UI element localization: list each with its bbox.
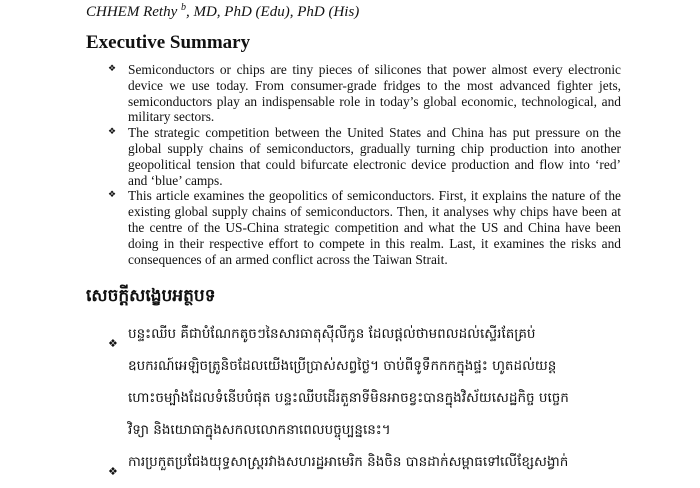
diamond-bullet-icon: ❖	[108, 337, 118, 350]
diamond-bullet-icon: ❖	[108, 465, 118, 478]
diamond-bullet-icon: ❖	[108, 190, 117, 201]
khmer-summary-heading: សេចក្តីសង្ខេបអត្ថបទ	[86, 286, 216, 306]
summary-item-text: Semiconductors or chips are tiny pieces of silicones that power almost every electronic device we use today. From consumer-grade fridges to the most advanced fighter jets, semiconductors play an indispensable role in today’s global economic, technological, and military sectors.	[128, 62, 621, 125]
executive-summary-list	[86, 62, 621, 267]
author-name: CHHEM Rethy	[86, 4, 178, 20]
khmer-text-line: វិទ្យា និងយោធាក្នុងសកលលោកនាពេលបច្ចុប្បន្ននេះ។	[128, 422, 391, 438]
khmer-text-line: បន្ទះឈីប គឺជាបំណែកតូចៗនៃសារធាតុស៊ីលីកូន ដែលផ្តល់ថាមពលដល់ស្ទើរតែគ្រប់	[128, 326, 536, 342]
diamond-bullet-icon: ❖	[108, 64, 117, 74]
diamond-bullet-icon: ❖	[108, 127, 117, 138]
summary-item-text: The strategic competition between the United States and China has put pressure on the global supply chains of semiconductors, gradually turning chip production into another geopolitical tension that could bifurcate electronic device production and flow into ‘red’ and ‘blue’ camps.	[128, 125, 621, 188]
executive-summary-heading: Executive Summary	[86, 32, 251, 53]
khmer-text-line: ហោះចម្បាំងដែលទំនើបបំផុត បន្ទះឈីបដើរតួនាទីមិនអាចខ្វះបានក្នុងវិស័យសេដ្ឋកិច្ច បច្ចេក	[128, 390, 569, 406]
khmer-text-line: ឧបករណ៍អេឡិចត្រូនិចដែលយើងប្រើប្រាស់សព្វថ្ងៃ។ ចាប់ពីទូទឹកកកក្នុងផ្ទះ ហូតដល់យន្ត	[128, 358, 557, 374]
summary-item-2	[86, 125, 621, 188]
author-credentials: , MD, PhD (Edu), PhD (His)	[185, 4, 360, 20]
author-line	[86, 2, 359, 21]
khmer-text-line: ការប្រកួតប្រជែងយុទ្ធសាស្ត្ររវាងសហរដ្ឋអាមេរិក និងចិន បានដាក់សម្ពាធទៅលើខ្សែសង្វាក់	[128, 454, 569, 470]
khmer-summary-item-2	[86, 446, 621, 478]
khmer-summary-item-1	[86, 318, 621, 446]
summary-item-text: This article examines the geopolitics of semiconductors. First, it explains the nature of the existing global supply chains of semiconductors. Then, it analyses why chips have been at the centre of the US-China strategic competition and what the US and China have been doing in their respective effort to compete in this realm. Last, it examines the risks and consequences of an armed conflict across the Taiwan Strait.	[128, 188, 621, 267]
summary-item-3	[86, 188, 621, 267]
summary-item-1	[86, 62, 621, 125]
author-affiliation-mark: b	[180, 2, 186, 13]
khmer-summary-list	[86, 318, 621, 478]
